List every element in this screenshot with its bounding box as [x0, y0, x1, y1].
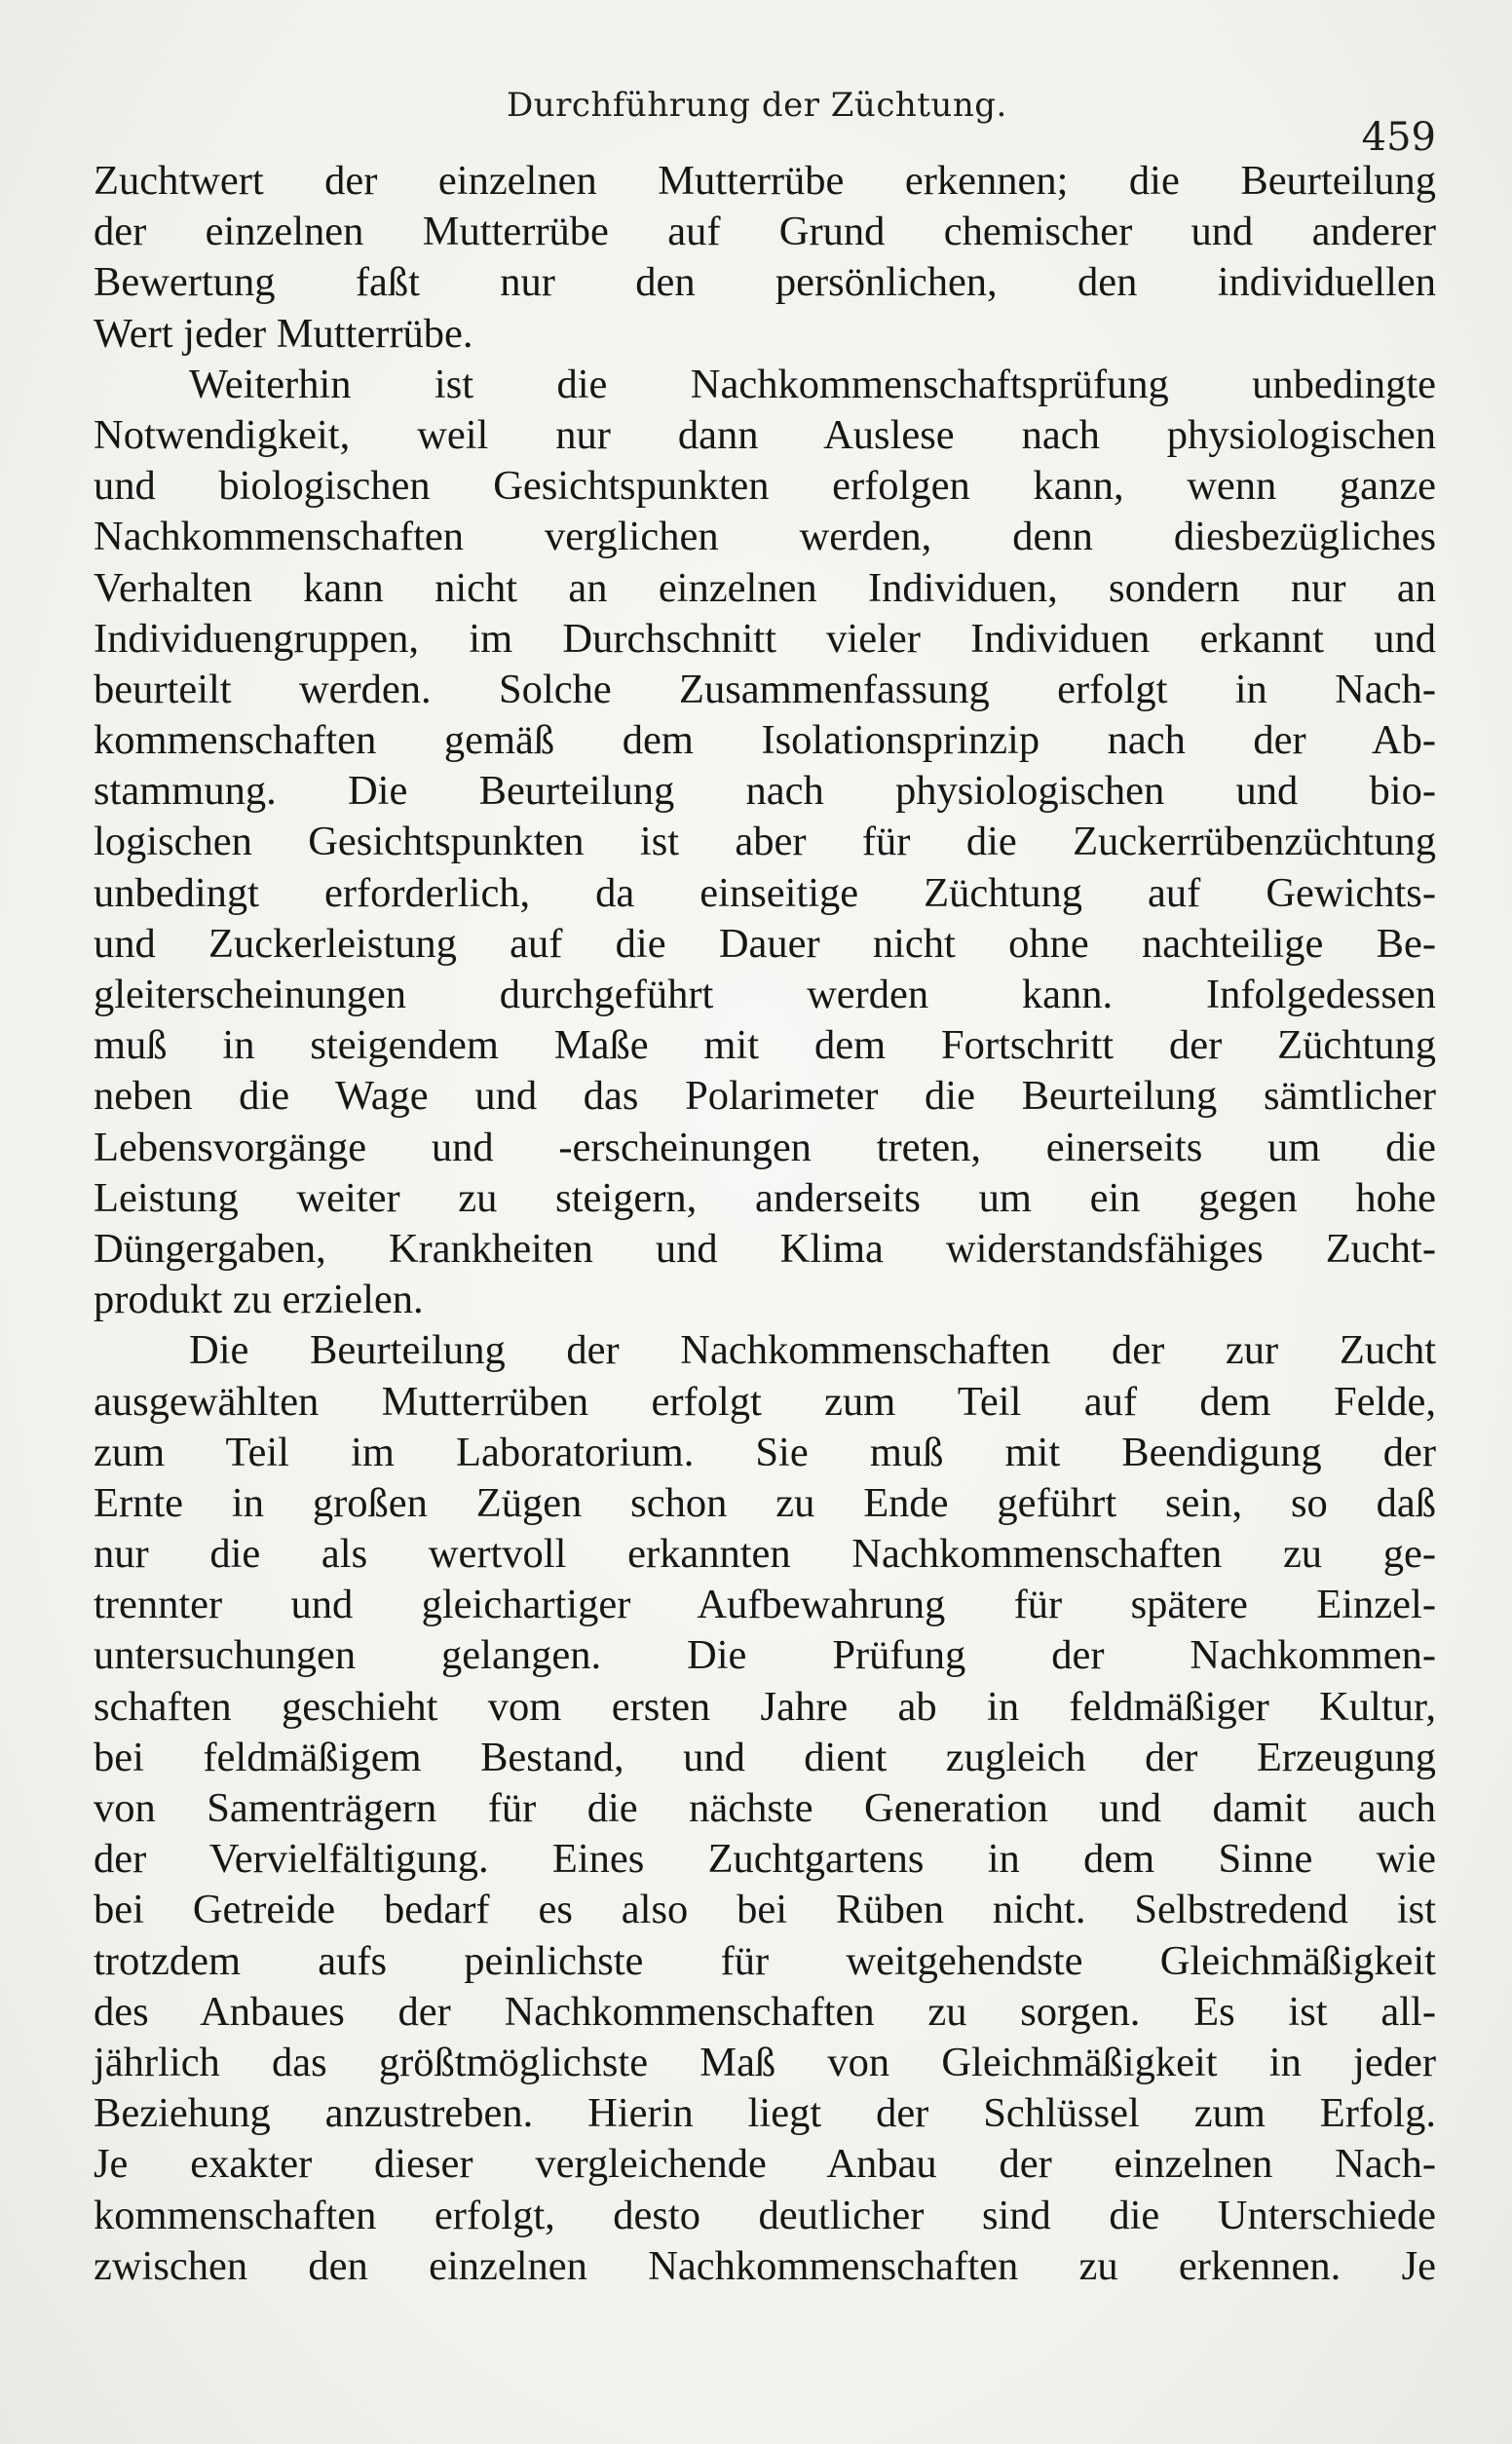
- text-line: untersuchungen gelangen. Die Prüfung der Nachkommen-: [94, 1632, 1436, 1679]
- text-line: neben die Wage und das Polarimeter die Beurteilung sämtlicher: [94, 1073, 1436, 1120]
- page-number: 459: [1361, 115, 1436, 160]
- text-line: Düngergaben, Krankheiten und Klima widerstandsfähiges Zucht-: [94, 1225, 1436, 1272]
- text-line: ausgewählten Mutterrüben erfolgt zum Teil auf dem Felde,: [94, 1378, 1436, 1425]
- text-line: Je exakter dieser vergleichende Anbau der einzelnen Nach-: [94, 2141, 1436, 2188]
- paragraph-start-line: Weiterhin ist die Nachkommenschaftsprüfung unbedingte: [189, 361, 1436, 407]
- text-line: Ernte in großen Zügen schon zu Ende geführt sein, so daß: [94, 1479, 1436, 1526]
- text-line: stammung. Die Beurteilung nach physiologischen und bio-: [94, 768, 1436, 815]
- text-line: der einzelnen Mutterrübe auf Grund chemischer und anderer: [94, 209, 1436, 255]
- text-line: zwischen den einzelnen Nachkommenschaften zu erkennen. Je: [94, 2242, 1436, 2289]
- text-line: des Anbaues der Nachkommenschaften zu sorgen. Es ist all-: [94, 1988, 1436, 2035]
- text-line: jährlich das größtmöglichste Maß von Gleichmäßigkeit in jeder: [94, 2039, 1436, 2085]
- text-line: nur die als wertvoll erkannten Nachkommenschaften zu ge-: [94, 1531, 1436, 1578]
- text-line: schaften geschieht vom ersten Jahre ab in feldmäßiger Kultur,: [94, 1683, 1436, 1730]
- text-line: trotzdem aufs peinlichste für weitgehendste Gleichmäßigkeit: [94, 1937, 1436, 1984]
- text-line: von Samenträgern für die nächste Generation und damit auch: [94, 1785, 1436, 1831]
- text-line: Notwendigkeit, weil nur dann Auslese nach physiologischen: [94, 411, 1436, 458]
- text-line: bei Getreide bedarf es also bei Rüben nicht. Selbstredend ist: [94, 1887, 1436, 1933]
- text-line: Nachkommenschaften verglichen werden, denn diesbezügliches: [94, 514, 1436, 560]
- text-line: Beziehung anzustreben. Hierin liegt der Schlüssel zum Erfolg.: [94, 2090, 1436, 2137]
- text-line: und Zuckerleistung auf die Dauer nicht ohne nachteilige Be-: [94, 920, 1436, 967]
- text-line: Verhalten kann nicht an einzelnen Individuen, sondern nur an: [94, 564, 1436, 611]
- text-line: und biologischen Gesichtspunkten erfolgen kann, wenn ganze: [94, 463, 1436, 510]
- text-line: Leistung weiter zu steigern, anderseits um ein gegen hohe: [94, 1174, 1436, 1221]
- text-line: bei feldmäßigem Bestand, und dient zugleich der Erzeugung: [94, 1734, 1436, 1780]
- text-line: produkt zu erzielen.: [94, 1277, 424, 1323]
- text-line: kommenschaften gemäß dem Isolationsprinzip nach der Ab-: [94, 717, 1436, 764]
- running-title: Durchführung der Züchtung.: [507, 86, 1007, 125]
- text-line: zum Teil im Laboratorium. Sie muß mit Beendigung der: [94, 1429, 1436, 1475]
- text-line: beurteilt werden. Solche Zusammenfassung erfolgt in Nach-: [94, 666, 1436, 712]
- text-line: trennter und gleichartiger Aufbewahrung für spätere Einzel-: [94, 1582, 1436, 1628]
- text-line: muß in steigendem Maße mit dem Fortschritt der Züchtung: [94, 1022, 1436, 1069]
- text-line: der Vervielfältigung. Eines Zuchtgartens in dem Sinne wie: [94, 1836, 1436, 1883]
- text-line: logischen Gesichtspunkten ist aber für die Zuckerrübenzüchtung: [94, 819, 1436, 865]
- text-line: Individuengruppen, im Durchschnitt vieler Individuen erkannt und: [94, 615, 1436, 662]
- text-line: unbedingt erforderlich, da einseitige Züchtung auf Gewichts-: [94, 869, 1436, 916]
- text-line: kommenschaften erfolgt, desto deutlicher sind die Unterschiede: [94, 2192, 1436, 2238]
- text-line: Bewertung faßt nur den persönlichen, den individuellen: [94, 259, 1436, 306]
- text-line: Zuchtwert der einzelnen Mutterrübe erkennen; die Beurteilung: [94, 158, 1436, 204]
- paragraph-start-line: Die Beurteilung der Nachkommenschaften der zur Zucht: [189, 1327, 1436, 1374]
- text-line: Lebensvorgänge und -erscheinungen treten, einerseits um die: [94, 1124, 1436, 1170]
- text-line: Wert jeder Mutterrübe.: [94, 310, 473, 357]
- text-line: gleiterscheinungen durchgeführt werden kann. Infolgedessen: [94, 972, 1436, 1017]
- body-text: [94, 156, 1436, 2292]
